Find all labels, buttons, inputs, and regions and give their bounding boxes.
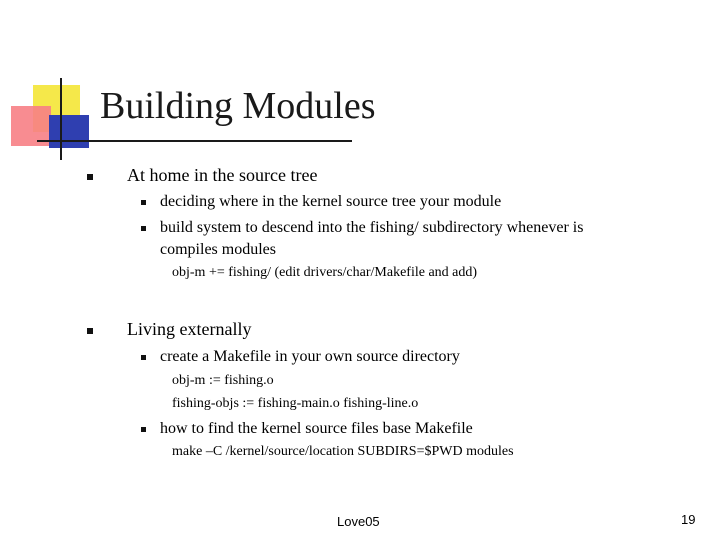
bullet-item: create a Makefile in your own source directory	[160, 348, 460, 365]
decor-blue-square	[49, 115, 89, 148]
page-number: 19	[681, 512, 696, 527]
bullet-marker	[87, 328, 93, 334]
decor-vertical-line	[60, 78, 62, 160]
footer-label: Love05	[337, 514, 380, 529]
bullet-item: how to find the kernel source files base Makefile	[160, 420, 473, 437]
section-heading-external: Living externally	[127, 319, 252, 339]
code-line: fishing-objs := fishing-main.o fishing-line.o	[172, 396, 419, 411]
sub-bullet-marker	[141, 200, 146, 205]
bullet-item: build system to descend into the fishing/ subdirectory whenever is	[160, 219, 584, 236]
section-heading-home: At home in the source tree	[127, 165, 318, 185]
sub-bullet-marker	[141, 226, 146, 231]
bullet-marker	[87, 174, 93, 180]
bullet-item: deciding where in the kernel source tree your module	[160, 193, 502, 210]
title-underline	[37, 140, 352, 142]
code-line: make –C /kernel/source/location SUBDIRS=$PWD modules	[172, 444, 514, 459]
sub-bullet-marker	[141, 355, 146, 360]
bullet-item-continuation: compiles modules	[160, 241, 276, 258]
slide-title: Building Modules	[100, 85, 376, 127]
sub-bullet-marker	[141, 427, 146, 432]
code-line: obj-m := fishing.o	[172, 373, 274, 388]
code-line: obj-m += fishing/ (edit drivers/char/Makefile and add)	[172, 265, 478, 280]
